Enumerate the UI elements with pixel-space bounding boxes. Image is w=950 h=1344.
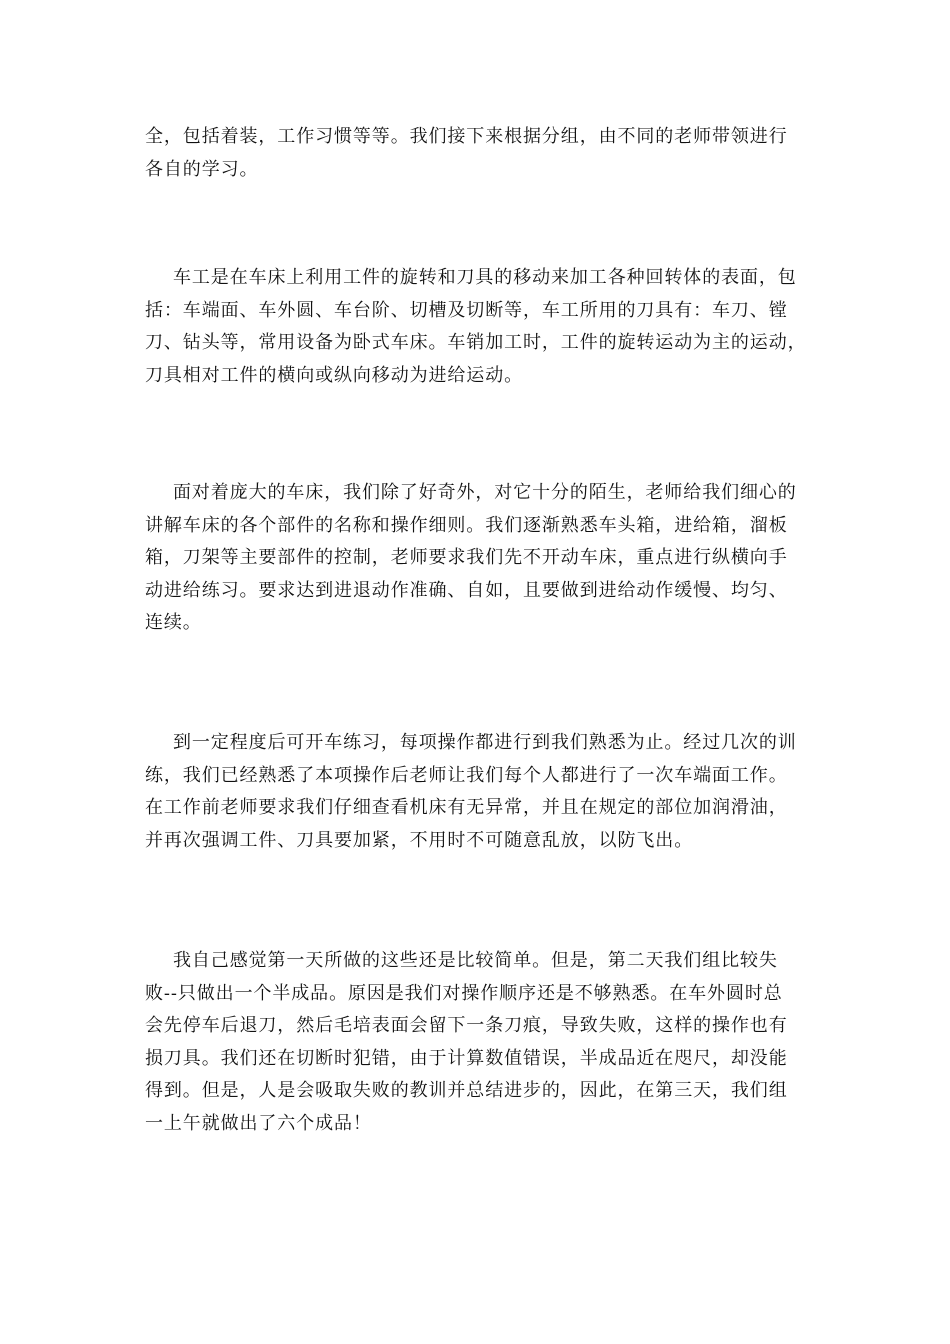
paragraph-line: 会先停车后退刀，然后毛培表面会留下一条刀痕，导致失败，这样的操作也有 <box>145 1015 788 1036</box>
paragraph-line: 刀、钻头等，常用设备为卧式车床。车销加工时，工件的旋转运动为主的运动， <box>145 332 807 353</box>
paragraph-line: 在工作前老师要求我们仔细查看机床有无异常，并且在规定的部位加润滑油， <box>145 797 788 818</box>
paragraph-line: 箱，刀架等主要部件的控制，老师要求我们先不开动车床，重点进行纵横向手 <box>145 547 788 568</box>
paragraph-line: 我自己感觉第一天所做的这些还是比较简单。但是，第二天我们组比较失 <box>173 950 778 971</box>
paragraph-line: 面对着庞大的车床，我们除了好奇外，对它十分的陌生，老师给我们细心的 <box>173 482 797 503</box>
paragraph-line: 到一定程度后可开车练习，每项操作都进行到我们熟悉为止。经过几次的训 <box>173 732 797 753</box>
paragraph-line: 得到。但是，人是会吸取失败的教训并总结进步的，因此，在第三天，我们组 <box>145 1080 788 1101</box>
paragraph-line: 连续。 <box>145 612 202 633</box>
paragraph-line: 练，我们已经熟悉了本项操作后老师让我们每个人都进行了一次车端面工作。 <box>145 764 788 786</box>
paragraph-4 <box>145 727 807 857</box>
paragraph-line: 一上午就做出了六个成品！ <box>145 1112 372 1134</box>
paragraph-line: 括：车端面、车外圆、车台阶、切槽及切断等，车工所用的刀具有：车刀、镗 <box>145 299 788 321</box>
paragraph-line: 损刀具。我们还在切断时犯错，由于计算数值错误，半成品近在咫尺，却没能 <box>145 1047 788 1069</box>
paragraph-line: 各自的学习。 <box>145 158 259 180</box>
paragraph-5 <box>145 945 807 1140</box>
paragraph-3 <box>145 477 807 640</box>
paragraph-line: 并再次强调工件、刀具要加紧，不用时不可随意乱放，以防飞出。 <box>145 829 694 851</box>
paragraph-line: 讲解车床的各个部件的名称和操作细则。我们逐渐熟悉车头箱，进给箱，溜板 <box>145 514 788 536</box>
paragraph-line: 动进给练习。要求达到进退动作准确、自如，且要做到进给动作缓慢、均匀、 <box>145 579 788 601</box>
paragraph-line: 全，包括着装，工作习惯等等。我们接下来根据分组，由不同的老师带领进行 <box>145 126 788 147</box>
paragraph-line: 败--只做出一个半成品。原因是我们对操作顺序还是不够熟悉。在车外圆时总 <box>145 982 783 1004</box>
paragraph-line: 车工是在车床上利用工件的旋转和刀具的移动来加工各种回转体的表面，包 <box>173 267 797 288</box>
paragraph-2 <box>145 262 807 392</box>
paragraph-line: 刀具相对工件的横向或纵向移动为进给运动。 <box>145 364 523 386</box>
paragraph-1 <box>145 121 807 186</box>
